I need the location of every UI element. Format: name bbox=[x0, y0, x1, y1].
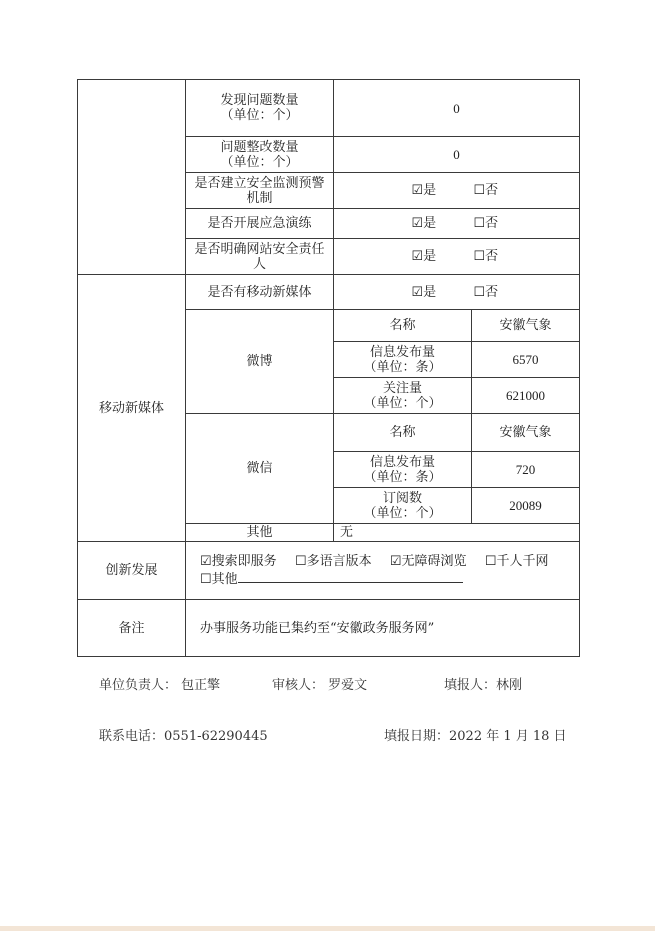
weibo-posts-label-cell bbox=[334, 342, 472, 378]
footer-date: 填报日期：2022 年 1 月 18 日 bbox=[384, 729, 567, 744]
weibo-posts-unit: （单位：条） bbox=[363, 359, 442, 375]
media-other-value: 无 bbox=[334, 524, 580, 542]
security-section-cell bbox=[78, 80, 186, 275]
wechat-subs-label: 订阅数 bbox=[382, 490, 422, 506]
issues-found-unit: （单位：个） bbox=[220, 108, 299, 123]
footer-phone: 联系电话：0551-62290445 bbox=[99, 729, 268, 744]
wechat-label: 微信 bbox=[186, 414, 334, 524]
monitoring-choice bbox=[334, 173, 580, 209]
responsibility-yes-checkbox: ☑是 bbox=[411, 249, 437, 264]
weibo-posts-value: 6570 bbox=[472, 342, 580, 378]
weibo-name-label: 名称 bbox=[334, 310, 472, 342]
issues-found-value: 0 bbox=[334, 80, 580, 137]
remarks-text: 办事服务功能已集约至“安徽政务服务网” bbox=[186, 600, 580, 657]
issues-found-label: 发现问题数量 bbox=[220, 93, 299, 108]
weibo-followers-label-cell bbox=[334, 378, 472, 414]
issues-fixed-label-cell bbox=[186, 137, 334, 173]
responsibility-choice bbox=[334, 239, 580, 275]
innovation-other-blank bbox=[238, 570, 463, 583]
innovation-option-search-service: ☑搜索即服务 bbox=[200, 554, 277, 569]
innovation-row bbox=[78, 542, 580, 600]
issues-fixed-unit: （单位：个） bbox=[220, 154, 299, 170]
footer-filler: 填报人：林刚 bbox=[444, 678, 523, 693]
has-media-yes-checkbox: ☑是 bbox=[411, 284, 437, 300]
monitoring-yes-checkbox: ☑是 bbox=[411, 183, 437, 198]
footer-unit-head: 单位负责人： 包正擎 bbox=[99, 678, 221, 693]
issues-found-row bbox=[78, 80, 580, 137]
drill-label: 是否开展应急演练 bbox=[186, 209, 334, 239]
monitoring-no-checkbox: ☐否 bbox=[473, 183, 499, 198]
wechat-subs-label-cell bbox=[334, 488, 472, 524]
weibo-followers-value: 621000 bbox=[472, 378, 580, 414]
remarks-row bbox=[78, 600, 580, 657]
responsibility-label: 是否明确网站安全责任人 bbox=[186, 239, 334, 275]
report-form-table bbox=[77, 79, 580, 657]
has-media-label: 是否有移动新媒体 bbox=[186, 275, 334, 310]
wechat-posts-label: 信息发布量 bbox=[369, 454, 435, 470]
innovation-option-multilingual: ☐多语言版本 bbox=[294, 554, 372, 569]
remarks-label: 备注 bbox=[78, 600, 186, 657]
weibo-name-value: 安徽气象 bbox=[472, 310, 580, 342]
media-section-label: 移动新媒体 bbox=[78, 275, 186, 542]
media-other-label: 其他 bbox=[186, 524, 334, 542]
responsibility-no-checkbox: ☐否 bbox=[473, 249, 499, 264]
drill-choice bbox=[334, 209, 580, 239]
wechat-name-label: 名称 bbox=[334, 414, 472, 452]
wechat-subs-unit: （单位：个） bbox=[363, 505, 442, 521]
has-media-no-checkbox: ☐否 bbox=[473, 284, 499, 300]
innovation-label: 创新发展 bbox=[78, 542, 186, 600]
wechat-name-value: 安徽气象 bbox=[472, 414, 580, 452]
innovation-option-other: ☐其他 bbox=[200, 572, 238, 587]
wechat-subs-value: 20089 bbox=[472, 488, 580, 524]
weibo-posts-label: 信息发布量 bbox=[369, 344, 435, 360]
drill-yes-checkbox: ☑是 bbox=[411, 216, 437, 231]
weibo-followers-label: 关注量 bbox=[382, 380, 422, 396]
innovation-option-accessibility: ☑无障碍浏览 bbox=[389, 554, 467, 569]
page-bottom-edge bbox=[0, 926, 655, 931]
has-media-choice bbox=[334, 275, 580, 310]
has-media-row bbox=[78, 275, 580, 310]
innovation-options bbox=[186, 542, 580, 600]
issues-fixed-value: 0 bbox=[334, 137, 580, 173]
issues-found-label-cell bbox=[186, 80, 334, 137]
wechat-posts-unit: （单位：条） bbox=[363, 469, 442, 485]
weibo-label: 微博 bbox=[186, 310, 334, 414]
innovation-option-personalized: ☐千人千网 bbox=[484, 554, 549, 569]
monitoring-label: 是否建立安全监测预警机制 bbox=[186, 173, 334, 209]
weibo-followers-unit: （单位：个） bbox=[363, 395, 442, 411]
wechat-posts-label-cell bbox=[334, 452, 472, 488]
wechat-posts-value: 720 bbox=[472, 452, 580, 488]
issues-fixed-label: 问题整改数量 bbox=[220, 139, 299, 155]
footer-reviewer: 审核人： 罗爱文 bbox=[272, 678, 368, 693]
drill-no-checkbox: ☐否 bbox=[473, 216, 499, 231]
